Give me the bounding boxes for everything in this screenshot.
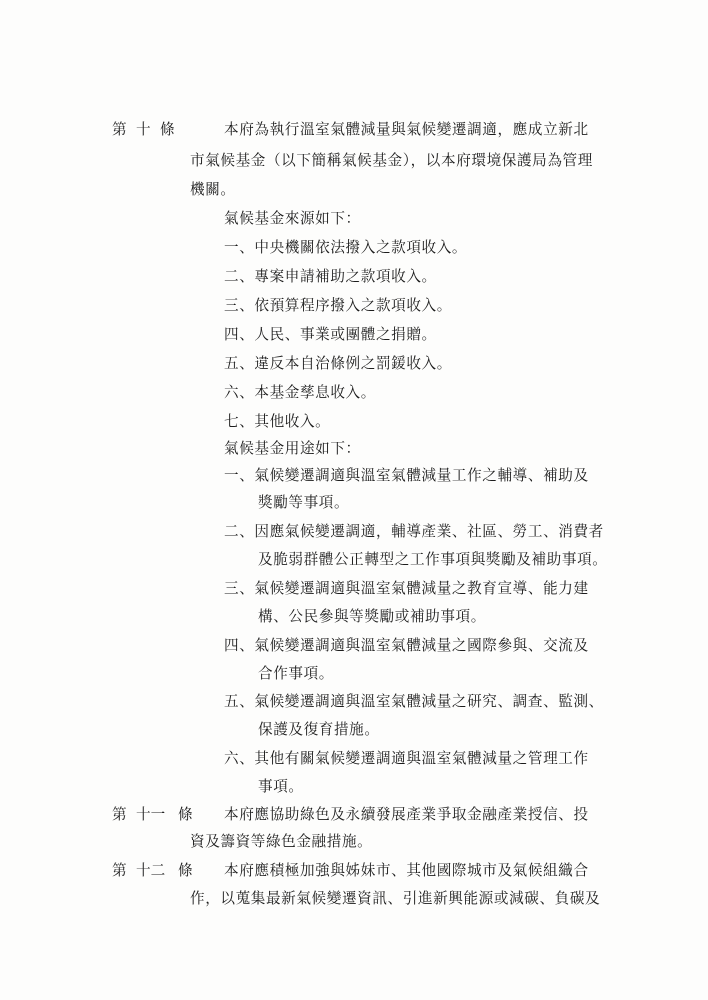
article-10-line-1: 本府為執行溫室氣體減量與氣候變遷調適，應成立新北 xyxy=(224,121,589,138)
article-10-line-2: 市氣候基金（以下簡稱氣候基金），以本府環境保護局為管理 xyxy=(190,152,593,169)
sources-heading: 氣候基金來源如下： xyxy=(224,210,361,227)
article-number-char: 條 xyxy=(178,806,193,823)
source-item: 六、本基金孳息收入。 xyxy=(224,384,376,401)
source-item: 二、專案申請補助之款項收入。 xyxy=(224,268,437,285)
article-number-char: 十 xyxy=(136,121,151,138)
uses-heading: 氣候基金用途如下： xyxy=(224,440,361,457)
article-12-number xyxy=(112,862,193,880)
use-item-continuation: 構、公民參與等獎勵或補助事項。 xyxy=(258,608,486,625)
article-number-char: 十二 xyxy=(136,862,166,879)
article-number-char: 條 xyxy=(178,862,193,879)
source-item: 五、違反本自治條例之罰鍰收入。 xyxy=(224,355,452,372)
use-item-continuation: 事項。 xyxy=(258,778,304,795)
use-item-continuation: 保護及復育措施。 xyxy=(258,721,380,738)
source-item: 四、人民、事業或團體之捐贈。 xyxy=(224,326,437,343)
use-item-line: 五、氣候變遷調適與溫室氣體減量之研究、調查、監測、 xyxy=(224,693,604,710)
use-item-line: 二、因應氣候變遷調適，輔導產業、社區、勞工、消費者 xyxy=(224,523,604,540)
use-item-continuation: 及脆弱群體公正轉型之工作事項與獎勵及補助事項。 xyxy=(258,551,608,568)
article-12-line-2: 作，以蒐集最新氣候變遷資訊、引進新興能源或減碳、負碳及 xyxy=(190,890,601,907)
use-item-continuation: 獎勵等事項。 xyxy=(258,494,350,511)
article-number-char: 十一 xyxy=(136,806,166,823)
source-item: 三、依預算程序撥入之款項收入。 xyxy=(224,297,452,314)
article-11-number xyxy=(112,806,193,824)
use-item-line: 四、氣候變遷調適與溫室氣體減量之國際參與、交流及 xyxy=(224,637,589,654)
article-11-line-1: 本府應協助綠色及永續發展產業爭取金融產業授信、投 xyxy=(224,806,589,823)
article-number-char: 第 xyxy=(112,806,127,823)
article-10-line-3: 機關。 xyxy=(190,181,236,198)
article-10-number xyxy=(112,121,175,139)
use-item-line: 六、其他有關氣候變遷調適與溫室氣體減量之管理工作 xyxy=(224,750,589,767)
source-item: 七、其他收入。 xyxy=(224,413,331,430)
use-item-continuation: 合作事項。 xyxy=(258,665,334,682)
article-12-line-1: 本府應積極加強與姊妹市、其他國際城市及氣候組織合 xyxy=(224,862,589,879)
source-item: 一、中央機關依法撥入之款項收入。 xyxy=(224,239,468,256)
article-number-char: 條 xyxy=(160,121,175,138)
use-item-line: 一、氣候變遷調適與溫室氣體減量工作之輔導、補助及 xyxy=(224,467,589,484)
article-11-line-2: 資及籌資等綠色金融措施。 xyxy=(190,833,373,850)
article-number-char: 第 xyxy=(112,862,127,879)
article-number-char: 第 xyxy=(112,121,127,138)
use-item-line: 三、氣候變遷調適與溫室氣體減量之教育宣導、能力建 xyxy=(224,580,589,597)
